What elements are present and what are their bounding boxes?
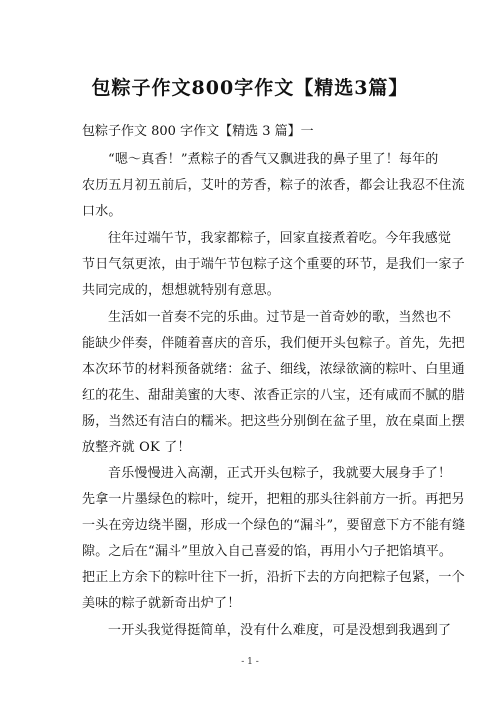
- paragraph-line: 放整齐就 OK 了！: [82, 440, 191, 455]
- paragraph-line: 本次环节的材料预备就绪：盆子、细线，浓绿欲滴的粽叶、白里通: [82, 362, 465, 377]
- paragraph-line: 红的花生、甜甜美蜜的大枣、浓香正宗的八宝，还有咸而不腻的腊: [82, 388, 465, 403]
- paragraph-4: [82, 461, 466, 617]
- paragraph-line: 农历五月初五前后，艾叶的芳香，粽子的浓香，都会让我忍不住流: [82, 178, 465, 193]
- paragraph-line: 一头在旁边绕半圈，形成一个绿色的“漏斗”，要留意下方不能有缝: [82, 518, 466, 533]
- paragraph-line: 先拿一片墨绿色的粽叶，绽开，把粗的那头往斜前方一折。再把另: [82, 492, 465, 507]
- paragraph-1: [82, 147, 465, 225]
- paragraph-line: 把正上方余下的粽叶往下一折，沿折下去的方向把粽子包紧，一个: [82, 570, 465, 585]
- page-number: - 1 -: [241, 657, 259, 667]
- document-title: 包粽子作文800字作文【精选3篇】: [91, 77, 409, 99]
- paragraph-line: 隙。之后在“漏斗”里放入自己喜爱的馅，再用小勺子把馅填平。: [82, 544, 453, 559]
- paragraph-line: 生活如一首奏不完的乐曲。过节是一首奇妙的歌，当然也不: [108, 310, 452, 325]
- paragraph-line: 节日气氛更浓，由于端午节包粽子这个重要的环节，是我们一家子: [82, 257, 465, 272]
- paragraph-line: 音乐慢慢进入高潮，正式开头包粽子，我就要大展身手了！: [108, 466, 452, 481]
- paragraph-line: 能缺少伴奏，伴随着喜庆的音乐，我们便开头包粽子。首先，先把: [82, 336, 465, 351]
- paragraph-5: [82, 618, 452, 644]
- paragraph-line: “嗯～真香！”煮粽子的香气又飘进我的鼻子里了！每年的: [108, 152, 439, 167]
- paragraph-line: 美味的粽子就新奇出炉了！: [82, 596, 241, 611]
- paragraph-2: [82, 226, 465, 304]
- paragraph-line: 一开头我觉得挺简单，没有什么难度，可是没想到我遇到了: [108, 623, 452, 638]
- paragraph-line: 口水。: [82, 204, 122, 219]
- paragraph-line: 往年过端午节，我家都粽子，回家直接煮着吃。今年我感觉: [108, 231, 452, 246]
- paragraph-3: [82, 305, 465, 461]
- paragraph-line: 肠，当然还有洁白的糯米。把这些分别倒在盆子里，放在桌面上摆: [82, 414, 465, 429]
- document-subtitle: 包粽子作文 800 字作文【精选 3 篇】一: [82, 124, 314, 139]
- paragraph-line: 共同完成的，想想就特别有意思。: [82, 283, 281, 298]
